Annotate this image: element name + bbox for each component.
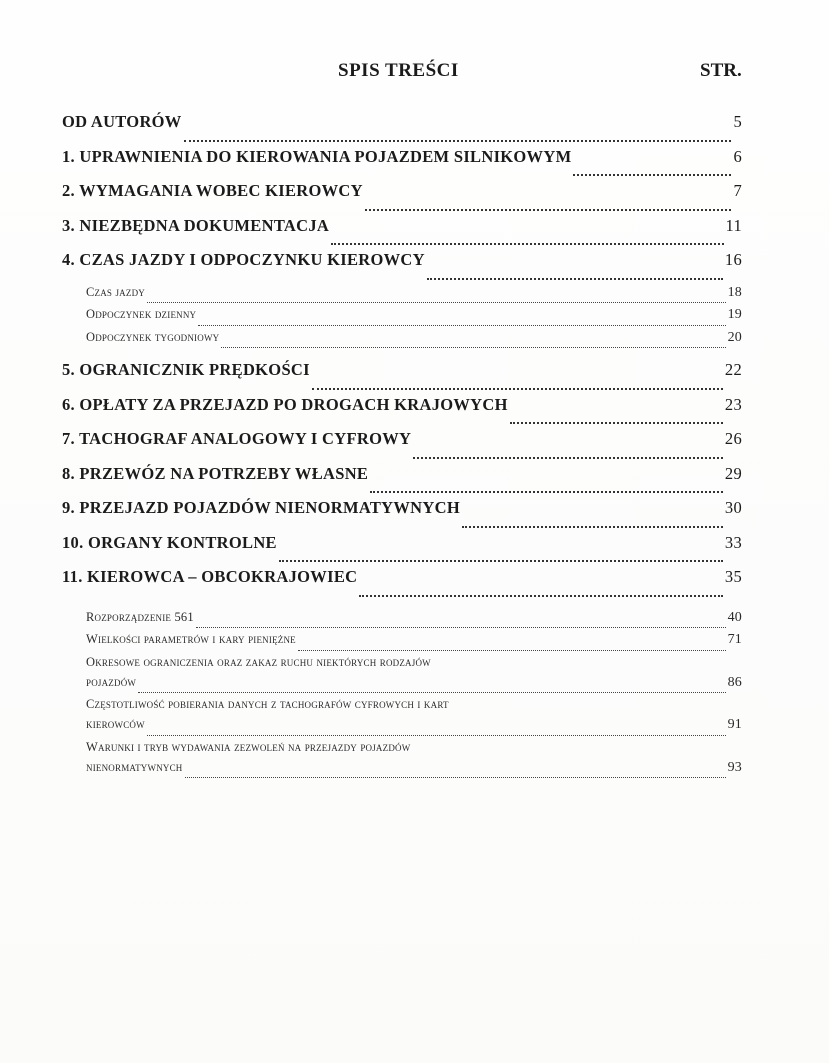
toc-subentry-label: Czas jazdy [86, 284, 145, 299]
toc-entry-od-autorow [62, 112, 742, 147]
toc-entry-label: 5. OGRANICZNIK PRĘDKOŚCI [62, 360, 310, 379]
toc-entry-9 [62, 498, 742, 533]
dot-leader [198, 324, 725, 326]
toc-entry-label: 2. WYMAGANIA WOBEC KIEROWCY [62, 181, 363, 200]
toc-annex-kary [86, 632, 742, 655]
toc-annex-tachografy [86, 717, 742, 740]
toc-subentry-page: 18 [727, 284, 742, 300]
page-column-label: STR. [700, 60, 742, 81]
toc-entry-7 [62, 429, 742, 464]
dot-leader [312, 387, 723, 390]
toc-annex-page: 93 [727, 759, 742, 775]
toc-entry-page: 16 [724, 250, 742, 269]
toc-subentry-page: 19 [727, 307, 742, 322]
table-of-contents [62, 112, 742, 782]
toc-entry-page: 7 [733, 181, 742, 200]
toc-entry-label: 6. OPŁATY ZA PRZEJAZD PO DROGACH KRAJOWYCH [62, 394, 508, 414]
toc-entry-10 [62, 533, 742, 568]
toc-title: SPIS TREŚCI [338, 60, 459, 81]
toc-entry-3 [62, 216, 742, 251]
toc-entry-label: 11. KIEROWCA – OBCOKRAJOWIEC [62, 567, 358, 586]
toc-entry-4 [62, 250, 742, 285]
toc-entry-1 [62, 147, 742, 182]
toc-annex-label: Rozporządzenie 561 [86, 609, 194, 624]
toc-entry-5 [62, 360, 742, 395]
toc-annex-label: pojazdów [86, 674, 137, 689]
dot-leader [221, 346, 725, 348]
toc-subentry-page: 20 [727, 329, 742, 345]
toc-entry-label: 4. CZAS JAZDY I ODPOCZYNKU KIEROWCY [62, 250, 425, 269]
dot-leader [185, 776, 726, 778]
toc-annex-label: nienormatywnych [86, 759, 183, 774]
toc-entry-page: 23 [724, 394, 742, 414]
dot-leader [573, 173, 731, 176]
toc-annex-ograniczenia [86, 675, 742, 698]
toc-subentry-odpoczynek-dzienny [86, 307, 742, 330]
dot-leader [298, 649, 726, 651]
toc-entry-label: 9. PRZEJAZD POJAZDÓW NIENORMATYWNYCH [62, 498, 460, 517]
toc-subentry-label: Odpoczynek dzienny [86, 307, 197, 321]
toc-annex-tachografy-line1: Częstotliwość pobierania danych z tachografów cyfrowych i kart [86, 697, 449, 711]
toc-annex-ograniczenia-line1: Okresowe ograniczenia oraz zakaz ruchu niektórych rodzajów [86, 654, 431, 669]
dot-leader [510, 421, 723, 424]
toc-entry-label: 3. NIEZBĘDNA DOKUMENTACJA [62, 215, 330, 235]
toc-annex-page: 86 [727, 674, 742, 690]
toc-entry-label: OD AUTORÓW [62, 112, 182, 131]
toc-annex-zezwolenia-line1: Warunki i tryb wydawania zezwoleń na przejazdy pojazdów [86, 739, 411, 754]
dot-leader [462, 525, 723, 528]
toc-annex-label: kierowców [86, 717, 145, 731]
dot-leader [196, 626, 726, 628]
dot-leader [147, 301, 726, 303]
toc-entry-page: 22 [724, 360, 742, 379]
toc-annex-page: 40 [727, 609, 742, 625]
toc-entry-6 [62, 395, 742, 430]
toc-entry-page: 11 [725, 215, 742, 235]
toc-entry-2 [62, 181, 742, 216]
toc-entry-label: 10. ORGANY KONTROLNE [62, 532, 277, 552]
toc-annex-label: Wielkości parametrów i kary pieniężne [86, 632, 296, 646]
toc-entry-page: 33 [724, 532, 742, 552]
toc-annex-zezwolenia [86, 760, 742, 783]
toc-annex-rozporzadzenie-561 [86, 610, 742, 633]
dot-leader [138, 691, 725, 693]
dot-leader [331, 242, 723, 245]
toc-entry-11 [62, 567, 742, 602]
toc-subentry-odpoczynek-tygodniowy [86, 330, 742, 353]
dot-leader [370, 490, 723, 493]
toc-entry-page: 6 [733, 146, 742, 166]
toc-subentry-czas-jazdy [86, 285, 742, 308]
toc-entry-label: 1. UPRAWNIENIA DO KIEROWANIA POJAZDEM SILNIKOWYM [62, 146, 572, 166]
toc-entry-page: 35 [724, 567, 742, 586]
toc-subentry-label: Odpoczynek tygodniowy [86, 329, 220, 344]
dot-leader [413, 456, 723, 459]
toc-annex-page: 91 [727, 717, 742, 732]
dot-leader [147, 734, 726, 736]
dot-leader [279, 559, 723, 562]
dot-leader [365, 208, 732, 211]
dot-leader [359, 594, 723, 597]
dot-leader [427, 277, 723, 280]
toc-annex-page: 71 [727, 632, 742, 647]
toc-entry-label: 7. TACHOGRAF ANALOGOWY I CYFROWY [62, 429, 412, 448]
toc-header [0, 60, 829, 90]
toc-entry-label: 8. PRZEWÓZ NA POTRZEBY WŁASNE [62, 463, 369, 483]
toc-entry-page: 5 [733, 112, 742, 131]
toc-entry-8 [62, 464, 742, 499]
dot-leader [184, 139, 732, 142]
toc-entry-page: 26 [724, 429, 742, 448]
toc-entry-page: 29 [724, 463, 742, 483]
toc-entry-page: 30 [724, 498, 742, 517]
